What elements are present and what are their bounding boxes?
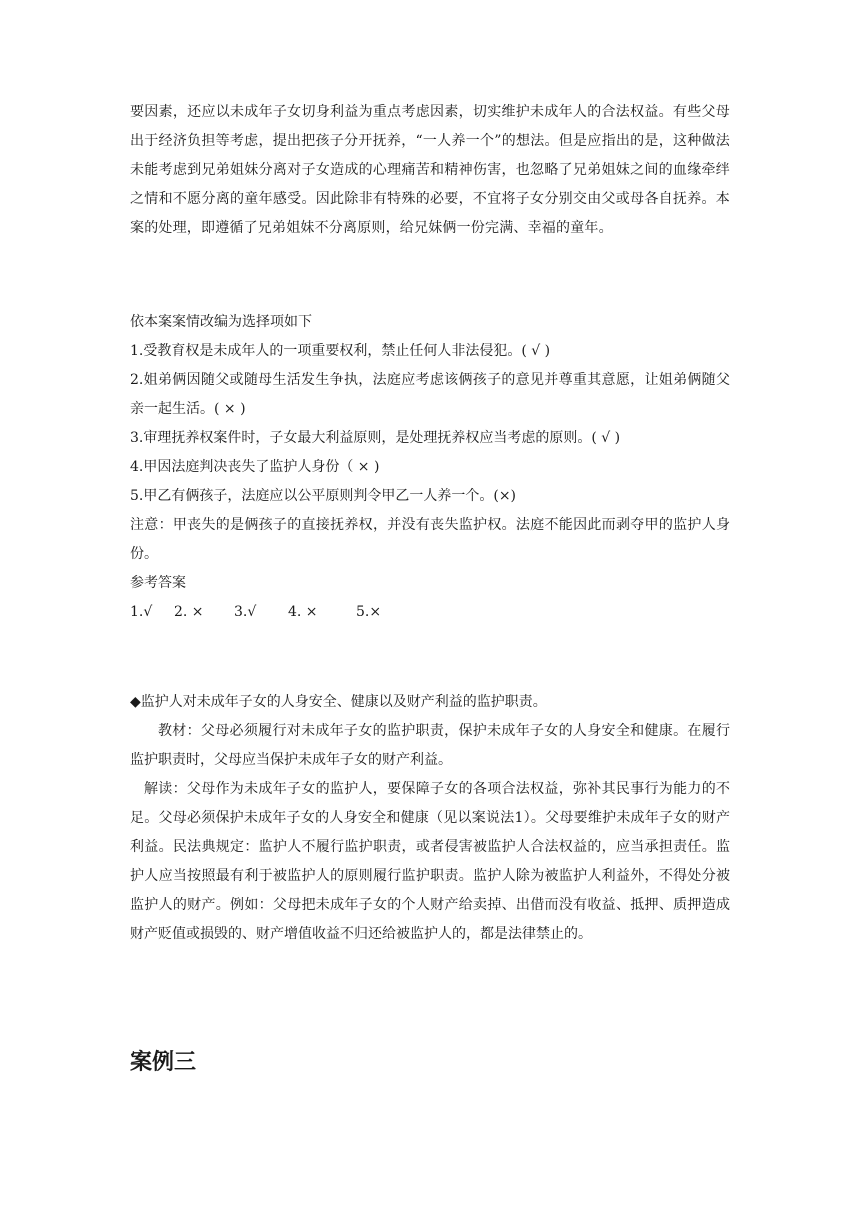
- answer-5: 5.×: [356, 604, 382, 620]
- bullet-title: ◆监护人对未成年子女的人身安全、健康以及财产利益的监护职责。: [130, 694, 547, 710]
- quiz-note: 注意：甲丧失的是俩孩子的直接抚养权，并没有丧失监护权。法庭不能因此而剥夺甲的监护人身份。: [130, 517, 730, 562]
- answer-list: [130, 598, 730, 627]
- interpretation-paragraph: 解读：父母作为未成年子女的监护人，要保障子女的各项合法权益，弥补其民事行为能力的不足。父母必须保护未成年子女的人身安全和健康（见以案说法1）。父母要维护未成年子女的财产利益。民法典规定：监护人不履行监护职责，或者侵害被监护人合法权益的，应当承担责任。监护人应当按照最有利于被监护人的原则履行监护职责。监护人除为被监护人利益外，不得处分被监护人的财产。例如：父母把未成年子女的个人财产给卖掉、出借而没有收益、抵押、质押造成财产贬值或损毁的、财产增值收益不归还给被监护人的，都是法律禁止的。: [130, 781, 730, 942]
- answer-1: 1.√: [130, 604, 153, 620]
- answer-4: 4. ×: [288, 604, 318, 620]
- quiz-item-1: 1.受教育权是未成年人的一项重要权利，禁止任何人非法侵犯。( √ ): [130, 343, 551, 359]
- intro-block: [130, 98, 730, 243]
- intro-paragraph: 要因素，还应以未成年子女切身利益为重点考虑因素，切实维护未成年人的合法权益。有些父母出于经济负担等考虑，提出把孩子分开抚养，“一人养一个”的想法。但是应指出的是，这种做法未能考虑到兄弟姐妹分离对子女造成的心理痛苦和精神伤害，也忽略了兄弟姐妹之间的血缘牵绊之情和不愿分离的童年感受。因此除非有特殊的必要，不宜将子女分别交由父或母各自抚养。本案的处理，即遵循了兄弟姐妹不分离原则，给兄妹俩一份完满、幸福的童年。: [130, 104, 730, 236]
- quiz-item-3: 3.审理抚养权案件时，子女最大利益原则，是处理抚养权应当考虑的原则。( √ ): [130, 430, 621, 446]
- answer-2: 2. ×: [174, 604, 204, 620]
- textbook-paragraph: 教材：父母必须履行对未成年子女的监护职责，保护未成年子女的人身安全和健康。在履行监护职责时，父母应当保护未成年子女的财产利益。: [130, 723, 730, 768]
- quiz-item-4: 4.甲因法庭判决丧失了监护人身份（ × ): [130, 459, 380, 475]
- quiz-title: 依本案案情改编为选择项如下: [130, 314, 312, 330]
- quiz-block: [130, 308, 730, 627]
- quiz-item-5: 5.甲乙有俩孩子，法庭应以公平原则判令甲乙一人养一个。(×): [130, 488, 517, 504]
- answer-3: 3.√: [234, 604, 257, 620]
- case-three-heading: 案例三: [130, 1050, 197, 1075]
- guardian-section: [130, 688, 730, 949]
- quiz-item-2: 2.姐弟俩因随父或随母生活发生争执，法庭应考虑该俩孩子的意见并尊重其意愿，让姐弟俩随父亲一起生活。( × ): [130, 372, 730, 417]
- answer-title: 参考答案: [130, 575, 186, 591]
